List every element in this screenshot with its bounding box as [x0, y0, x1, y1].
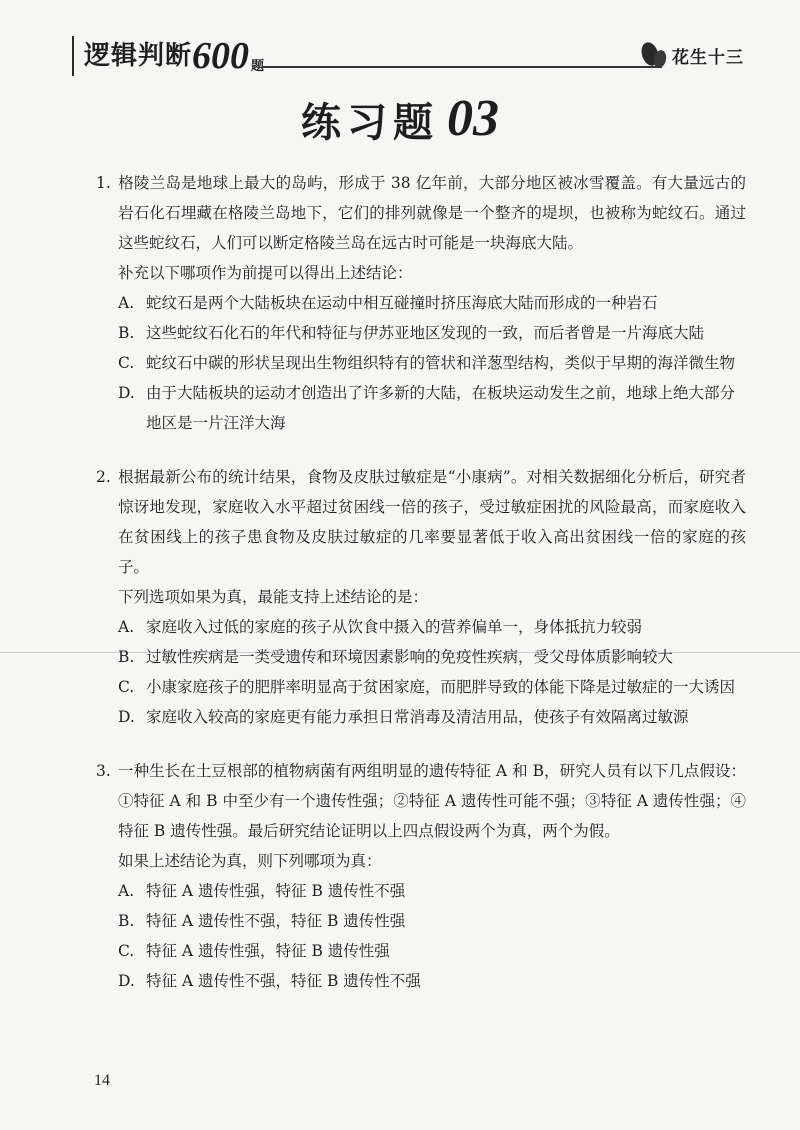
option-text: 蛇纹石中碳的形状呈现出生物组织特有的管状和洋葱型结构，类似于早期的海洋微生物 [146, 354, 736, 372]
option-b [96, 642, 746, 672]
question-stem [96, 168, 746, 258]
option-a [96, 612, 746, 642]
question-prompt: 补充以下哪项作为前提可以得出上述结论： [118, 264, 413, 282]
option-text: 特征 A 遗传性强，特征 B 遗传性不强 [146, 882, 406, 900]
option-letter: C. [118, 942, 135, 960]
page-title-text: 练习题 [301, 100, 439, 146]
option-c [96, 672, 746, 702]
option-text: 特征 A 遗传性不强，特征 B 遗传性不强 [146, 972, 421, 990]
question-number: 2. [96, 468, 111, 486]
option-letter: B. [118, 648, 135, 666]
author-name: 花生十三 [672, 47, 744, 68]
question-stem-text: 一种生长在土豆根部的植物病菌有两组明显的遗传特征 A 和 B，研究人员有以下几点假设：①特征 A 和 B 中至少有一个遗传性强；②特征 A 遗传性可能不强；③特征 A 遗传性强；④特征 B 遗传性强。最后研究结论证明以上四点假设两个为真，两个为假。 [118, 762, 746, 840]
option-letter: B. [118, 324, 135, 342]
page-number: 14 [94, 1072, 110, 1089]
option-letter: C. [118, 354, 135, 372]
option-letter: D. [118, 708, 135, 726]
book-suffix: 题 [251, 59, 265, 74]
author-block [640, 40, 744, 70]
option-text: 特征 A 遗传性不强，特征 B 遗传性强 [146, 912, 406, 930]
question-list [96, 168, 746, 1020]
option-text: 这些蛇纹石化石的年代和特征与伊苏亚地区发现的一致，而后者曾是一片海底大陆 [146, 324, 705, 342]
option-letter: D. [118, 972, 135, 990]
option-b [96, 906, 746, 936]
option-d [96, 966, 746, 996]
question-stem-text: 格陵兰岛是地球上最大的岛屿，形成于 38 亿年前，大部分地区被冰雪覆盖。有大量远古的岩石化石埋藏在格陵兰岛地下，它们的排列就像是一个整齐的堤坝，也被称为蛇纹石。通过这些蛇纹石，人们可以断定格陵兰岛在远古时可能是一块海底大陆。 [118, 174, 746, 252]
option-letter: A. [118, 882, 135, 900]
header-rule [262, 66, 662, 68]
option-a [96, 288, 746, 318]
option-letter: A. [118, 294, 135, 312]
option-text: 家庭收入较高的家庭更有能力承担日常消毒及清洁用品，使孩子有效隔离过敏源 [146, 708, 689, 726]
option-text: 过敏性疾病是一类受遗传和环境因素影响的免疫性疾病，受父母体质影响较大 [146, 648, 674, 666]
question-stem-text: 根据最新公布的统计结果，食物及皮肤过敏症是“小康病”。对相关数据细化分析后，研究者惊讶地发现，家庭收入水平超过贫困线一倍的孩子，受过敏症困扰的风险最高，而家庭收入在贫困线上的孩子患食物及皮肤过敏症的几率要显著低于收入高出贫困线一倍的家庭的孩子。 [118, 468, 746, 576]
question-prompt: 下列选项如果为真，最能支持上述结论的是： [118, 588, 429, 606]
book-number: 600 [192, 35, 250, 77]
option-c [96, 348, 746, 378]
question-number: 3. [96, 762, 111, 780]
option-text: 小康家庭孩子的肥胖率明显高于贫困家庭，而肥胖导致的体能下降是过敏症的一大诱因 [146, 678, 736, 696]
question-3 [96, 756, 746, 996]
question-2 [96, 462, 746, 732]
option-b [96, 318, 746, 348]
question-stem [96, 756, 746, 846]
question-number: 1. [96, 174, 111, 192]
option-letter: D. [118, 384, 135, 402]
option-d [96, 702, 746, 732]
option-text: 特征 A 遗传性强，特征 B 遗传性强 [146, 942, 390, 960]
book-title: 逻辑判断 [84, 41, 193, 71]
peanut-logo-icon [640, 40, 668, 70]
question-prompt: 如果上述结论为真，则下列哪项为真： [118, 852, 382, 870]
option-letter: B. [118, 912, 135, 930]
option-c [96, 936, 746, 966]
option-a [96, 876, 746, 906]
option-text: 家庭收入过低的家庭的孩子从饮食中摄入的营养偏单一，身体抵抗力较弱 [146, 618, 643, 636]
page-title-number: 03 [447, 90, 499, 147]
option-text: 由于大陆板块的运动才创造出了许多新的大陆，在板块运动发生之前，地球上绝大部分地区是一片汪洋大海 [146, 384, 736, 432]
option-text: 蛇纹石是两个大陆板块在运动中相互碰撞时挤压海底大陆而形成的一种岩石 [146, 294, 658, 312]
option-d [96, 378, 746, 438]
question-stem [96, 462, 746, 582]
page-header [0, 0, 800, 90]
page-title [0, 90, 800, 148]
option-letter: C. [118, 678, 135, 696]
question-1 [96, 168, 746, 438]
book-title-block [72, 36, 264, 76]
option-letter: A. [118, 618, 135, 636]
